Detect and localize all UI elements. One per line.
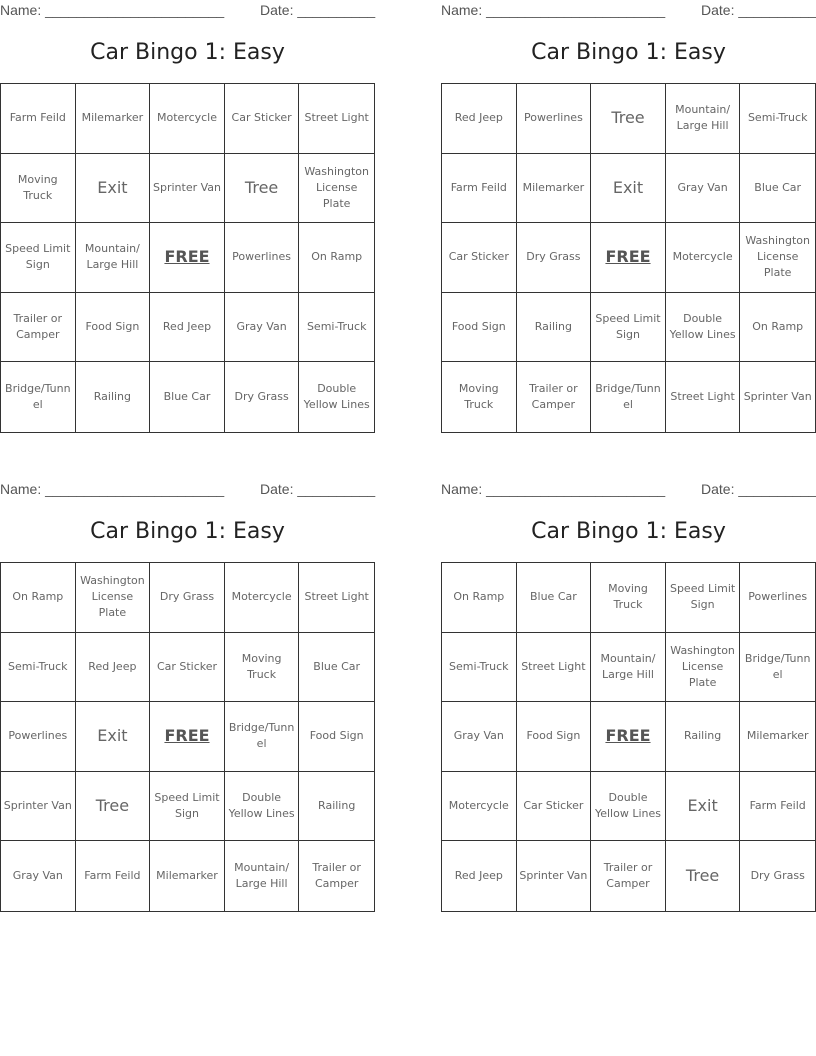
bingo-cell[interactable]: Gray Van [1, 841, 76, 911]
bingo-cell[interactable]: Double Yellow Lines [666, 293, 741, 363]
name-field[interactable]: Name: _______________________ [0, 481, 225, 497]
card-header [441, 2, 816, 20]
bingo-cell[interactable]: Red Jeep [150, 293, 225, 363]
bingo-cell[interactable]: Moving Truck [1, 154, 76, 224]
bingo-cell[interactable]: Bridge/Tunnel [591, 362, 666, 432]
bingo-cell[interactable]: Milemarker [76, 84, 151, 154]
bingo-cell[interactable]: Milemarker [740, 702, 815, 772]
bingo-grid [441, 83, 816, 433]
bingo-cell[interactable]: Motercycle [225, 563, 300, 633]
card-title: Car Bingo 1: Easy [531, 40, 726, 65]
bingo-cell[interactable]: Washington License Plate [76, 563, 151, 633]
bingo-cell[interactable]: Food Sign [517, 702, 592, 772]
bingo-cell[interactable]: Farm Feild [1, 84, 76, 154]
bingo-cell[interactable]: Exit [666, 772, 741, 842]
bingo-cell[interactable]: Food Sign [442, 293, 517, 363]
bingo-cell[interactable]: Motercycle [442, 772, 517, 842]
bingo-cell[interactable]: Motercycle [666, 223, 741, 293]
bingo-cell[interactable]: Red Jeep [442, 841, 517, 911]
bingo-cell[interactable]: Food Sign [76, 293, 151, 363]
bingo-cell[interactable]: Bridge/Tunnel [225, 702, 300, 772]
bingo-cell[interactable]: Exit [76, 702, 151, 772]
name-field[interactable]: Name: _______________________ [441, 2, 666, 18]
bingo-cell[interactable]: Street Light [299, 84, 374, 154]
bingo-card-2 [441, 0, 816, 435]
bingo-cell[interactable]: Milemarker [150, 841, 225, 911]
card-header [441, 481, 816, 499]
bingo-cell[interactable]: Trailer or Camper [312, 861, 361, 891]
card-title: Car Bingo 1: Easy [90, 519, 285, 544]
bingo-cell[interactable]: Street Light [666, 362, 741, 432]
bingo-cell[interactable]: Semi-Truck [299, 293, 374, 363]
bingo-cell[interactable]: Bridge/Tunnel [740, 633, 815, 703]
card-header [0, 2, 375, 20]
bingo-cell[interactable]: Railing [76, 362, 151, 432]
bingo-cell[interactable]: Tree [666, 841, 741, 911]
bingo-cell[interactable]: Farm Feild [76, 841, 151, 911]
bingo-grid [0, 562, 375, 912]
bingo-cell[interactable]: Sprinter Van [517, 841, 592, 911]
bingo-grid [0, 83, 375, 433]
bingo-cell[interactable]: Trailer or Camper [1, 293, 76, 363]
bingo-cell[interactable]: Powerlines [517, 84, 592, 154]
bingo-cell[interactable]: Trailer or Camper [517, 362, 592, 432]
bingo-cell[interactable]: Sprinter Van [1, 772, 76, 842]
bingo-cell[interactable]: Railing [666, 702, 741, 772]
date-field[interactable]: Date: __________ [701, 481, 816, 497]
bingo-cell[interactable]: On Ramp [740, 293, 815, 363]
bingo-cell[interactable]: Dry Grass [750, 869, 805, 883]
bingo-cell[interactable]: Gray Van [225, 293, 300, 363]
bingo-cell[interactable]: Moving Truck [442, 362, 517, 432]
date-field[interactable]: Date: __________ [701, 2, 816, 18]
bingo-cell[interactable]: Mountain/ Large Hill [666, 84, 741, 154]
bingo-cell[interactable]: Blue Car [150, 362, 225, 432]
bingo-cell[interactable]: Semi-Truck [740, 84, 815, 154]
bingo-cell[interactable]: Double Yellow Lines [591, 772, 666, 842]
bingo-cell[interactable]: Railing [517, 293, 592, 363]
bingo-cell[interactable]: Trailer or Camper [591, 841, 666, 911]
bingo-cell[interactable]: Moving Truck [591, 563, 666, 633]
bingo-cell[interactable]: Mountain/ Large Hill [225, 841, 300, 911]
bingo-cell[interactable]: Washington License Plate [740, 223, 815, 293]
card-header [0, 481, 375, 499]
bingo-cell[interactable]: Car Sticker [225, 84, 300, 154]
card-title: Car Bingo 1: Easy [90, 40, 285, 65]
bingo-cell[interactable]: Farm Feild [442, 154, 517, 224]
bingo-grid [441, 562, 816, 912]
bingo-cell[interactable]: Powerlines [1, 702, 76, 772]
bingo-cell[interactable]: On Ramp [299, 223, 374, 293]
bingo-cell[interactable]: Tree [76, 772, 151, 842]
bingo-card-1 [0, 0, 375, 435]
bingo-cell[interactable]: Blue Car [740, 154, 815, 224]
bingo-cell[interactable]: Dry Grass [225, 362, 300, 432]
bingo-cell[interactable]: Moving Truck [225, 633, 300, 703]
bingo-cell[interactable]: Tree [225, 154, 300, 224]
bingo-cell[interactable]: Washington License Plate [666, 633, 741, 703]
bingo-cell[interactable]: Sprinter Van [743, 390, 812, 404]
bingo-cell[interactable]: Powerlines [740, 563, 815, 633]
date-field[interactable]: Date: __________ [260, 2, 376, 18]
bingo-cell[interactable]: Tree [591, 84, 666, 154]
free-space-cell[interactable]: FREE [591, 702, 666, 772]
bingo-cell[interactable]: Farm Feild [740, 772, 815, 842]
bingo-cell[interactable]: Street Light [517, 633, 592, 703]
bingo-cell[interactable]: Bridge/Tunnel [1, 362, 76, 432]
bingo-cell[interactable]: Car Sticker [442, 223, 517, 293]
bingo-cell[interactable]: On Ramp [442, 563, 517, 633]
bingo-cell[interactable]: Gray Van [666, 154, 741, 224]
bingo-card-3 [0, 479, 375, 914]
bingo-cell[interactable]: Speed Limit Sign [1, 223, 76, 293]
bingo-cell[interactable]: Speed Limit Sign [150, 772, 225, 842]
bingo-cell[interactable]: Powerlines [225, 223, 300, 293]
date-field[interactable]: Date: __________ [260, 481, 376, 497]
name-field[interactable]: Name: _______________________ [441, 481, 666, 497]
bingo-cell[interactable]: Car Sticker [517, 772, 592, 842]
bingo-cell[interactable]: Car Sticker [150, 633, 225, 703]
free-space-cell[interactable]: FREE [150, 223, 225, 293]
bingo-cell[interactable]: Speed Limit Sign [591, 293, 666, 363]
bingo-cell[interactable]: Speed Limit Sign [666, 563, 741, 633]
bingo-cell[interactable]: Mountain/ Large Hill [76, 223, 151, 293]
name-field[interactable]: Name: _______________________ [0, 2, 225, 18]
bingo-cell[interactable]: Mountain/ Large Hill [591, 633, 666, 703]
free-space-cell[interactable]: FREE [591, 223, 666, 293]
card-title: Car Bingo 1: Easy [531, 519, 726, 544]
bingo-cell[interactable]: Semi-Truck [442, 633, 517, 703]
bingo-cell[interactable]: Dry Grass [150, 563, 225, 633]
bingo-cell[interactable]: Double Yellow Lines [225, 772, 300, 842]
bingo-cell[interactable]: Blue Car [299, 633, 374, 703]
bingo-cell[interactable]: Red Jeep [442, 84, 517, 154]
bingo-cell[interactable]: Exit [591, 154, 666, 224]
bingo-cell[interactable]: Food Sign [299, 702, 374, 772]
bingo-cell[interactable]: Blue Car [517, 563, 592, 633]
bingo-cell[interactable]: Street Light [299, 563, 374, 633]
bingo-cell[interactable]: Dry Grass [517, 223, 592, 293]
bingo-cell[interactable]: Motercycle [150, 84, 225, 154]
bingo-card-4 [441, 479, 816, 914]
bingo-cell[interactable]: Sprinter Van [150, 154, 225, 224]
bingo-cell[interactable]: Washington License Plate [299, 154, 374, 224]
bingo-cell[interactable]: Red Jeep [76, 633, 151, 703]
bingo-cell[interactable]: Semi-Truck [1, 633, 76, 703]
free-space-cell[interactable]: FREE [150, 702, 225, 772]
bingo-cell[interactable]: Gray Van [442, 702, 517, 772]
bingo-cell[interactable]: Milemarker [517, 154, 592, 224]
bingo-cell[interactable]: Railing [299, 772, 374, 842]
bingo-cell[interactable]: On Ramp [1, 563, 76, 633]
bingo-cell[interactable]: Double Yellow Lines [303, 382, 370, 412]
bingo-cell[interactable]: Exit [76, 154, 151, 224]
